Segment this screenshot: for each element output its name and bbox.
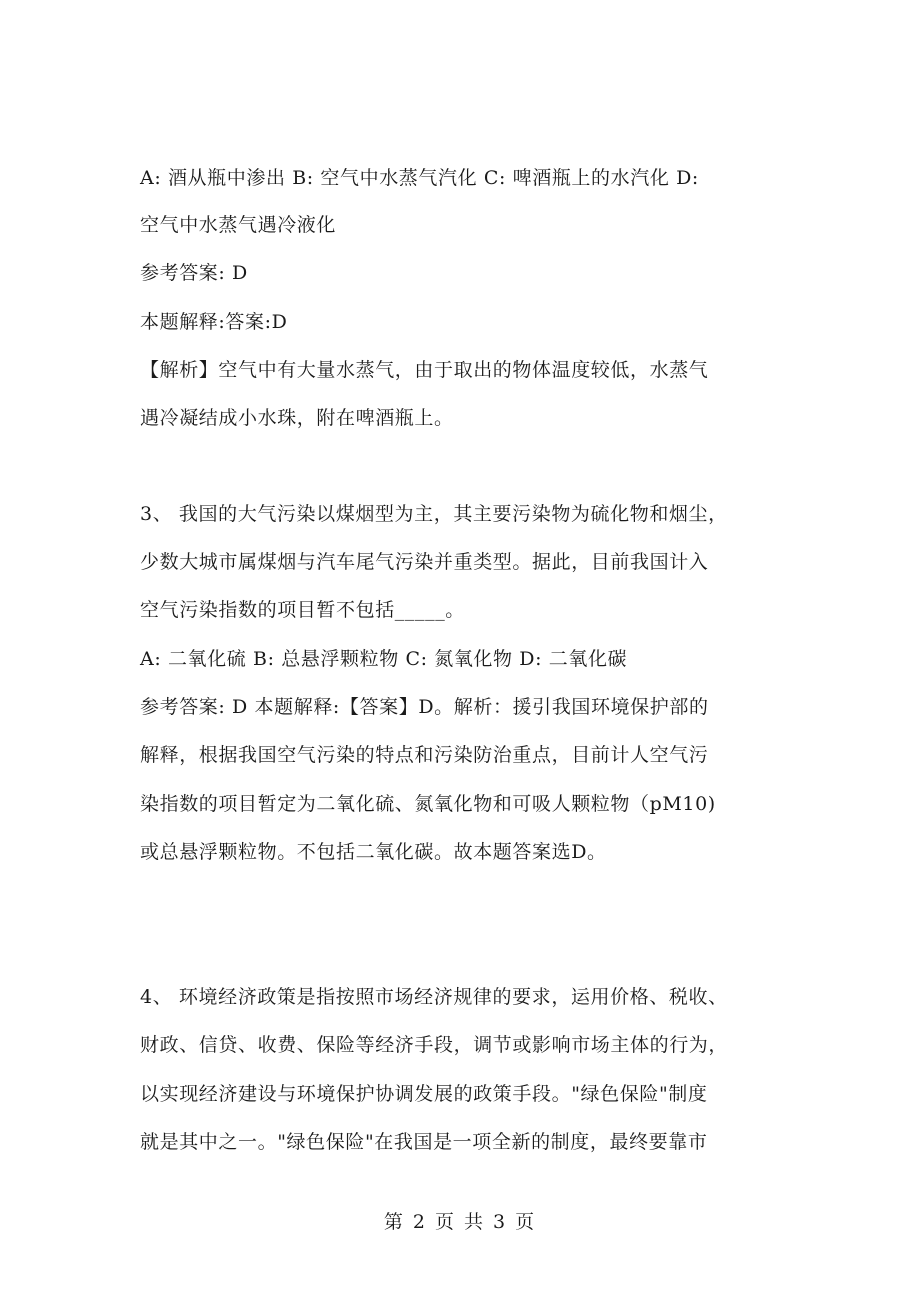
q4-question-line-4: 就是其中之一。"绿色保险"在我国是一项全新的制度，最终要靠市: [140, 1131, 708, 1153]
q2-analysis-line-1: 【解析】空气中有大量水蒸气，由于取出的物体温度较低，水蒸气: [140, 359, 709, 381]
q3-answer-line-4: 或总悬浮颗粒物。不包括二氧化碳。故本题答案选D。: [140, 841, 607, 863]
q4-question-line-1: 4、 环境经济政策是指按照市场经济规律的要求，运用价格、税收、: [140, 986, 728, 1008]
q3-question-line-2: 少数大城市属煤烟与汽车尾气污染并重类型。据此，目前我国计入: [140, 551, 709, 573]
q2-options-line-1: A: 酒从瓶中渗出 B: 空气中水蒸气汽化 C: 啤酒瓶上的水汽化 D:: [140, 167, 699, 189]
q2-options-line-2: 空气中水蒸气遇冷液化: [140, 214, 337, 236]
q3-options: A: 二氧化硫 B: 总悬浮颗粒物 C: 氮氧化物 D: 二氧化碳: [140, 648, 628, 670]
q2-analysis-line-2: 遇冷凝结成小水珠，附在啤酒瓶上。: [140, 407, 454, 429]
q3-question-line-3: 空气污染指数的项目暂不包括_____。: [140, 599, 465, 621]
q4-question-line-3: 以实现经济建设与环境保护协调发展的政策手段。"绿色保险"制度: [140, 1083, 708, 1105]
q3-answer-line-3: 染指数的项目暂定为二氧化硫、氮氧化物和可吸人颗粒物（pM10): [140, 793, 716, 815]
page-number-footer: 第 2 页 共 3 页: [383, 1211, 537, 1233]
q2-explanation-label: 本题解释:答案:D: [140, 311, 288, 333]
q3-answer-line-1: 参考答案: D 本题解释:【答案】D。解析：援引我国环境保护部的: [140, 696, 709, 718]
q2-answer: 参考答案: D: [140, 262, 248, 284]
q4-question-line-2: 财政、信贷、收费、保险等经济手段，调节或影响市场主体的行为，: [140, 1034, 729, 1056]
q3-answer-line-2: 解释，根据我国空气污染的特点和污染防治重点，目前计人空气污: [140, 744, 709, 766]
q3-question-line-1: 3、 我国的大气污染以煤烟型为主，其主要污染物为硫化物和烟尘，: [140, 503, 728, 525]
